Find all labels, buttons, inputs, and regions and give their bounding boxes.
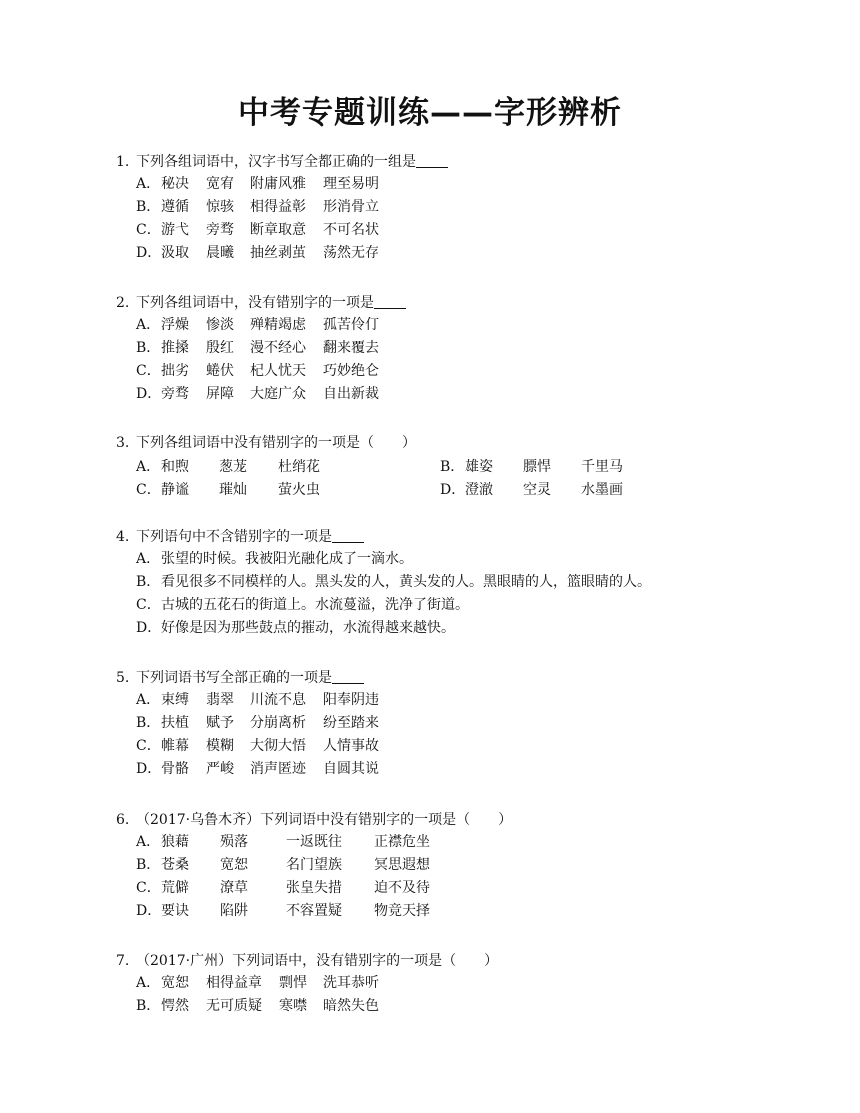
option-word: 骨骼 (161, 761, 189, 777)
option-word: 理至易明 (323, 176, 379, 192)
option-word: 水墨画 (581, 482, 623, 498)
option-word: 荡然无存 (323, 245, 379, 261)
option-word: 浮燥 (161, 317, 189, 333)
option-a (116, 972, 816, 995)
question-7 (116, 950, 816, 1018)
option-word: 愕然 (161, 998, 189, 1014)
question-number: 3. (116, 435, 130, 451)
option-word: 陷阱 (220, 903, 248, 919)
answer-blank (374, 294, 406, 309)
question-stem (116, 809, 816, 831)
question-3 (116, 432, 816, 502)
option-word: 消声匿迹 (250, 761, 306, 777)
option-b (440, 459, 623, 475)
option-word: 自圆其说 (323, 761, 379, 777)
option-c (116, 360, 816, 383)
option-word: 正襟危坐 (374, 834, 430, 850)
option-b (116, 196, 816, 219)
question-stem (116, 151, 816, 173)
question-text: 下列各组词语中，汉字书写全都正确的一组是 (136, 154, 416, 170)
answer-blank (332, 669, 364, 684)
option-c (116, 219, 816, 242)
question-text: 下列语句中不含错别字的一项是 (136, 529, 332, 545)
option-word: 相得益章 (206, 975, 262, 991)
option-text: 好像是因为那些鼓点的摧动，水流得越来越快。 (161, 620, 455, 636)
option-word: 大彻大悟 (250, 738, 306, 754)
option-word: 宽宥 (206, 176, 234, 192)
option-word: 孤苦伶仃 (323, 317, 379, 333)
option-word: 葱茏 (219, 459, 247, 475)
option-word: 宽恕 (161, 975, 189, 991)
question-text: 下列各组词语中，没有错别字的一项是 (136, 295, 374, 311)
option-b (116, 571, 816, 594)
option-word: 模糊 (206, 738, 234, 754)
option-letter: D． (136, 620, 162, 636)
question-1 (116, 151, 816, 265)
option-a (116, 689, 816, 712)
option-word: 大庭广众 (250, 386, 306, 402)
option-word: 赋予 (206, 715, 234, 731)
option-word: 宽恕 (220, 857, 248, 873)
option-word: 杜绡花 (278, 459, 320, 475)
option-c (136, 479, 440, 502)
option-c (116, 594, 816, 617)
option-word: 和煦 (161, 459, 189, 475)
option-word: 膘悍 (523, 459, 551, 475)
option-text: 看见很多不同模样的人。黑头发的人，黄头发的人。黑眼睛的人，篮眼睛的人。 (161, 574, 651, 590)
option-d (440, 482, 623, 498)
option-word: 断章取意 (250, 222, 306, 238)
option-word: 束缚 (161, 692, 189, 708)
option-word: 无可质疑 (206, 998, 262, 1014)
option-word: 附庸风雅 (250, 176, 306, 192)
option-c (116, 735, 816, 758)
option-letter: B． (440, 459, 465, 475)
option-word: 遵循 (161, 199, 189, 215)
option-letter: B． (136, 199, 161, 215)
option-word: 拙劣 (161, 363, 189, 379)
option-word: 空灵 (523, 482, 551, 498)
question-4 (116, 526, 816, 640)
option-word: 萤火虫 (278, 482, 320, 498)
option-word: 惊骇 (206, 199, 234, 215)
option-word: 抽丝剥茧 (250, 245, 306, 261)
option-word: 殚精竭虑 (250, 317, 306, 333)
option-d (116, 758, 816, 781)
question-text: （2017·乌鲁木齐）下列词语中没有错别字的一项是（ ） (136, 812, 513, 828)
option-row (116, 456, 816, 479)
option-word: 分崩离析 (250, 715, 306, 731)
option-word: 游弋 (161, 222, 189, 238)
question-6 (116, 809, 816, 923)
option-word: 蜷伏 (206, 363, 234, 379)
option-letter: A． (136, 317, 161, 333)
option-word: 千里马 (581, 459, 623, 475)
option-letter: B． (136, 857, 161, 873)
option-letter: B． (136, 715, 161, 731)
question-stem (116, 950, 816, 972)
option-word: 不可名状 (323, 222, 379, 238)
option-letter: B． (136, 340, 161, 356)
option-word: 阳奉阴违 (323, 692, 379, 708)
option-word: 旁骛 (161, 386, 189, 402)
option-word: 洗耳恭听 (323, 975, 379, 991)
option-word: 川流不息 (250, 692, 306, 708)
option-letter: C． (136, 482, 161, 498)
option-letter: C． (136, 597, 161, 613)
option-d (116, 242, 816, 265)
option-word: 雄姿 (465, 459, 493, 475)
question-text: 下列词语书写全部正确的一项是 (136, 670, 332, 686)
option-letter: C． (136, 738, 161, 754)
question-number: 1. (116, 154, 130, 170)
option-word: 推搡 (161, 340, 189, 356)
option-word: 人情事故 (323, 738, 379, 754)
option-word: 殷红 (206, 340, 234, 356)
option-word: 翡翠 (206, 692, 234, 708)
option-word: 潦草 (220, 880, 248, 896)
option-letter: A． (136, 551, 161, 567)
question-number: 5. (116, 670, 130, 686)
option-letter: A． (136, 975, 161, 991)
option-d (116, 383, 816, 406)
option-word: 迫不及待 (374, 880, 430, 896)
option-d (116, 617, 816, 640)
question-number: 4. (116, 529, 130, 545)
option-word: 苍桑 (161, 857, 189, 873)
option-b (116, 995, 816, 1018)
option-letter: D． (136, 245, 162, 261)
option-word: 漫不经心 (250, 340, 306, 356)
option-word: 剽悍 (279, 975, 307, 991)
option-word: 一返既往 (286, 834, 342, 850)
option-word: 璀灿 (219, 482, 247, 498)
option-word: 巧妙绝仑 (323, 363, 379, 379)
option-word: 张皇失措 (286, 880, 342, 896)
option-word: 名门望族 (286, 857, 342, 873)
page-title: 中考专题训练——字形辨析 (238, 95, 622, 131)
option-letter: D． (440, 482, 466, 498)
option-word: 汲取 (161, 245, 189, 261)
option-word: 冥思遐想 (374, 857, 430, 873)
option-letter: A． (136, 692, 161, 708)
question-text: 下列各组词语中没有错别字的一项是（ ） (136, 435, 416, 451)
option-word: 形消骨立 (323, 199, 379, 215)
option-b (116, 712, 816, 735)
option-word: 殒落 (220, 834, 248, 850)
option-d (116, 900, 816, 923)
option-word: 旁骛 (206, 222, 234, 238)
option-text: 古城的五花石的街道上。水流蔓溢，洗净了街道。 (161, 597, 469, 613)
option-c (116, 877, 816, 900)
option-a (136, 456, 440, 479)
question-2 (116, 292, 816, 406)
option-word: 静谧 (161, 482, 189, 498)
question-number: 2. (116, 295, 130, 311)
option-word: 寒噤 (279, 998, 307, 1014)
option-b (116, 854, 816, 877)
option-row (116, 479, 816, 502)
option-b (116, 337, 816, 360)
option-word: 晨曦 (206, 245, 234, 261)
option-word: 杞人忧天 (250, 363, 306, 379)
option-word: 要诀 (161, 903, 189, 919)
question-text: （2017·广州）下列词语中，没有错别字的一项是（ ） (136, 953, 499, 969)
option-word: 帷幕 (161, 738, 189, 754)
option-word: 狼藉 (161, 834, 189, 850)
option-word: 荒僻 (161, 880, 189, 896)
answer-blank (332, 528, 364, 543)
option-word: 物竞天择 (374, 903, 430, 919)
option-word: 屏障 (206, 386, 234, 402)
option-letter: C． (136, 880, 161, 896)
question-stem (116, 432, 816, 454)
option-letter: C． (136, 222, 161, 238)
option-word: 翻来覆去 (323, 340, 379, 356)
answer-blank (416, 153, 448, 168)
question-number: 6. (116, 812, 130, 828)
option-letter: B． (136, 998, 161, 1014)
option-word: 严峻 (206, 761, 234, 777)
question-5 (116, 667, 816, 781)
option-letter: D． (136, 761, 162, 777)
option-text: 张望的时候。我被阳光融化成了一滴水。 (161, 551, 413, 567)
question-stem (116, 667, 816, 689)
option-word: 澄澈 (465, 482, 493, 498)
option-word: 暗然失色 (323, 998, 379, 1014)
option-word: 不容置疑 (286, 903, 342, 919)
option-word: 纷至踏来 (323, 715, 379, 731)
option-word: 相得益彰 (250, 199, 306, 215)
option-letter: D． (136, 386, 162, 402)
option-letter: B． (136, 574, 161, 590)
option-letter: A． (136, 834, 161, 850)
option-a (116, 173, 816, 196)
option-word: 自出新裁 (323, 386, 379, 402)
option-word: 秘决 (161, 176, 189, 192)
question-number: 7. (116, 953, 130, 969)
option-word: 惨淡 (206, 317, 234, 333)
option-a (116, 831, 816, 854)
option-letter: A． (136, 176, 161, 192)
option-a (116, 548, 816, 571)
question-stem (116, 292, 816, 314)
option-a (116, 314, 816, 337)
question-stem (116, 526, 816, 548)
option-word: 扶植 (161, 715, 189, 731)
option-letter: D． (136, 903, 162, 919)
option-letter: C． (136, 363, 161, 379)
option-letter: A． (136, 459, 161, 475)
